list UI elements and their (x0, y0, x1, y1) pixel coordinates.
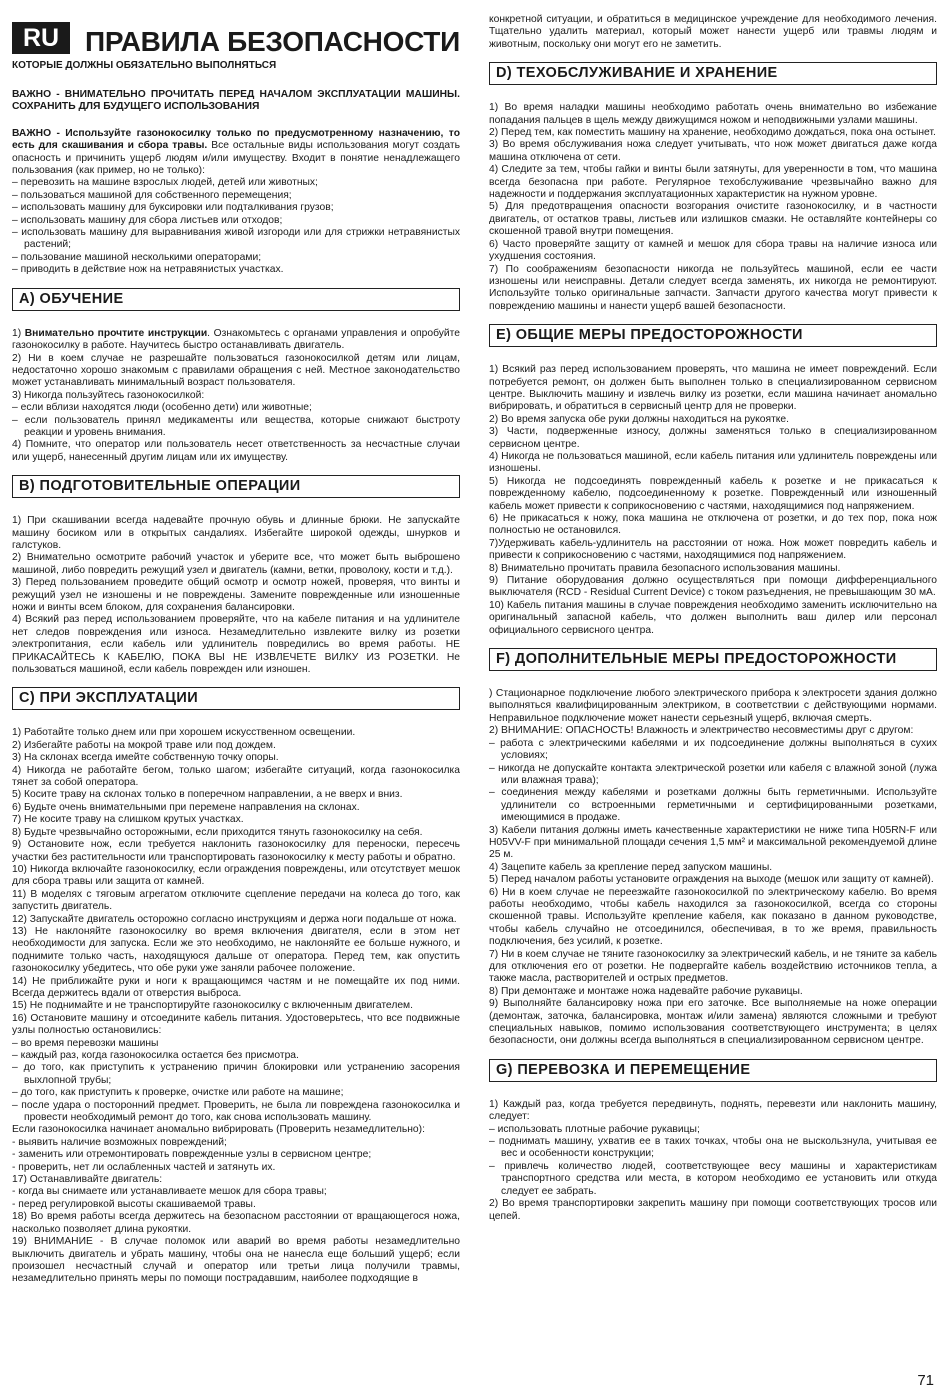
list-item: - заменить или отремонтировать поврежденные узлы в сервисном центре; (12, 1149, 372, 1161)
page-subtitle: КОТОРЫЕ ДОЛЖНЫ ОБЯЗАТЕЛЬНО ВЫПОЛНЯТЬСЯ (12, 60, 277, 71)
paragraph: 8) При демонтаже и монтаже ножа надевайте рабочие рукавицы. (489, 985, 803, 997)
item-text: . Ознакомьтесь с органами управления и опробуйте газонокосилку в работе. Научитесь быстро останавливать двигатель. (12, 327, 460, 352)
list-item: - перед регулировкой высоты скашиваемой травы. (12, 1198, 256, 1210)
list-item: - проверить, нет ли ослабленных частей и затянуть их. (12, 1161, 276, 1173)
right-column (489, 14, 937, 1223)
paragraph: 3) Перед пользованием проведите общий осмотр и осмотр ножей, проверяя, что винты и режущий узел не изношены и не повреждены. Замените поврежденные или изношенные ножи и винты всем блоком, для сохранения балансировки. (12, 577, 460, 613)
paragraph: 2) Избегайте работы на мокрой траве или под дождем. (12, 739, 276, 751)
intended-use-bold: ВАЖНО - Используйте газонокосилку только по предусмотренному назначению, то есть для скашивания и сбора травы. (12, 127, 460, 152)
misuse-list (12, 177, 460, 276)
section-c-heading: C) ПРИ ЭКСПЛУАТАЦИИ (12, 687, 460, 710)
list-item: – пользование машиной несколькими операторами; (12, 251, 262, 263)
paragraph: 8) Будьте чрезвычайно осторожными, если приходится тянуть газонокосилку на себя. (12, 826, 423, 838)
list-item: – после удара о посторонний предмет. Проверить, не была ли повреждена газонокосилка и провести необходимый ремонт до того, как снова использовать машину. (12, 1099, 460, 1124)
paragraph: 4) Всякий раз перед использованием проверяйте, что на кабеле питания и на удлинителе нет следов повреждения или износа. Незамедлительно извлеките вилку из розетки электропитания, если кабель или удлинитель повредились во время работы. НЕ ПРИКАСАЙТЕСЬ К КАБЕЛЮ, ПОКА ВЫ НЕ ИЗВЛЕЧЕТЕ ВИЛКУ ИЗ РОЗЕТКИ. Не пользоваться машиной, если кабель поврежден или изношен. (12, 614, 460, 676)
paragraph: 11) В моделях с тяговым агрегатом отключите сцепление передачи на колеса до того, как запустить двигатель. (12, 888, 460, 913)
paragraph: 4) Помните, что оператор или пользователь несет ответственность за несчастные случаи или ущерб, нанесенный другим лицам или их имуществу. (12, 439, 460, 463)
list-item: – использовать машину для буксировки или подталкивания грузов; (12, 202, 334, 214)
section-b-heading: B) ПОДГОТОВИТЕЛЬНЫЕ ОПЕРАЦИИ (12, 475, 460, 498)
paragraph: 2) Ни в коем случае не разрешайте пользоваться газонокосилкой детям или лицам, недостаточно хорошо знакомым с правилами обращения с ней. Местное законодательство может устанавливать минимальный возраст пользователя. (12, 352, 460, 389)
paragraph: 3) На склонах всегда имейте собственную точку опоры. (12, 752, 279, 764)
paragraph: 1) Работайте только днем или при хорошем искусственном освещении. (12, 727, 356, 739)
section-a-item-1 (12, 328, 460, 353)
list-item: – привлечь количество людей, соответствующее весу машины и характеристикам транспортного средства или места, в котором необходимо ее установить или откуда следует ее забрать. (489, 1160, 937, 1197)
paragraph: Если газонокосилка начинает аномально вибрировать (Проверить незамедлительно): (12, 1124, 425, 1136)
list-item: – соединения между кабелями и розетками должны быть герметичными. Используйте удлинители со встроенными герметичными и сертифицированными розетками, имеющимися в продаже. (489, 787, 937, 824)
section-c-continuation: конкретной ситуации, и обратиться в медицинское учреждение для необходимого лечения. Тщательно удалить материал, который может нанести ущерб или травмы людям и животным, поскольку они могут его не заметить. (489, 14, 937, 50)
paragraph: 2) Перед тем, как поместить машину на хранение, необходимо дождаться, пока она остынет. (489, 127, 936, 139)
list-item: – до того, как приступить к проверке, очистке или работе на машине; (12, 1087, 344, 1099)
list-item: - выявить наличие возможных повреждений; (12, 1136, 227, 1148)
list-item: – во время перевозки машины (12, 1037, 159, 1049)
paragraph: 4) Зацепите кабель за крепление перед запуском машины. (489, 861, 773, 873)
list-item: – перевозить на машине взрослых людей, детей или животных; (12, 177, 318, 189)
list-item: – каждый раз, когда газонокосилка остается без присмотра. (12, 1050, 299, 1061)
read-instructions-bold: Внимательно прочтите инструкции (24, 327, 208, 339)
paragraph: 10) Кабель питания машины в случае повреждения необходимо заменить исключительно на оригинальный запасной кабель, что должен выполнить ваш дилер или персонал официального сервисного центра. (489, 599, 937, 636)
paragraph: 7) Не косите траву на слишком крутых участках. (12, 814, 244, 826)
paragraph: 14) Не приближайте руки и ноги к вращающимся частям и не помещайте их под ними. Всегда держитесь вдали от отверстия выброса. (12, 975, 460, 999)
intended-use-text: Все остальные виды использования могут создать опасность и причинить ущерб людям и/или имуществу. Входит в понятие ненадлежащего пользования (как пример, но не только): (12, 140, 460, 177)
paragraph: 17) Останавливайте двигатель: (12, 1174, 163, 1186)
paragraph: 4) Следите за тем, чтобы гайки и винты были затянуты, для уверенности в том, что машина всегда безопасна при работе. Регулярное техобслуживание чрезвычайно важно для надежности и поддержания эксплуатационных характеристик на нужном уровне. (489, 164, 937, 201)
paragraph: 6) Ни в коем случае не переезжайте газонокосилкой по электрическому кабелю. Во время работы необходимо, чтобы кабель находился за газонокосилкой, всегда со стороны скошенной травы. Используйте крепление кабеля, как показано в данном руководстве, чтобы кабель случайно не отсоединился, обеспечивая, в то же время, правильность подключения, без усилий, к розетке. (489, 886, 937, 948)
paragraph: 9) Выполняйте балансировку ножа при его заточке. Все выполняемые на ноже операции (демонтаж, заточка, балансировка, монтаж и/или замена) являются сложными и требуют специальных навыков, помимо использования соответствующего инструмента; в целях безопасности, они должны всегда выполняться в специализированном сервисном центре. (489, 998, 937, 1047)
list-item: – если вблизи находятся люди (особенно дети) или животные; (12, 402, 312, 414)
important-notice: ВАЖНО - ВНИМАТЕЛЬНО ПРОЧИТАТЬ ПЕРЕД НАЧАЛОМ ЭКСПЛУАТАЦИИ МАШИНЫ. СОХРАНИТЬ ДЛЯ БУДУЩЕГО ИСПОЛЬЗОВАНИЯ (12, 89, 460, 113)
paragraph: 6) Не прикасаться к ножу, пока машина не отключена от розетки, и до тех пор, пока нож полностью не остановился. (489, 513, 937, 537)
paragraph: 3) Части, подверженные износу, должны заменяться только в специализированном сервисном центре. (489, 426, 937, 450)
page-header (12, 14, 460, 64)
paragraph: 5) Никогда не подсоединять поврежденный кабель к розетке и не прикасаться к поврежденному кабелю, подсоединенному к розетке. Поврежденный или изношенный кабель может привести к соприкосновению с частями, находящимися под напряжением. (489, 475, 937, 512)
paragraph: 5) Косите траву на склонах только в поперечном направлении, а не вверх и вниз. (12, 789, 403, 801)
paragraph: 5) Перед началом работы установите ограждения на выходе (мешок или защиту от камней). (489, 874, 934, 886)
paragraph: 7) Ни в коем случае не тяните газонокосилку за электрический кабель, и не тяните за кабель для отключения его от розетки. Не подвергайте кабель воздействию источников тепла, а также масла, растворителей и острых предметов. (489, 948, 937, 985)
list-item: – поднимать машину, ухватив ее в таких точках, чтобы она не выскользнула, учитывая ее вес и особенности конструкции; (489, 1136, 937, 1160)
paragraph: 15) Не поднимайте и не транспортируйте газонокосилку с включенным двигателем. (12, 1000, 413, 1012)
list-item: - когда вы снимаете или устанавливаете мешок для сбора травы; (12, 1186, 327, 1198)
section-f-heading: F) ДОПОЛНИТЕЛЬНЫЕ МЕРЫ ПРЕДОСТОРОЖНОСТИ (489, 648, 937, 671)
paragraph: 4) Никогда не работайте бегом, только шагом; избегайте ситуаций, когда газонокосилка тянет за собой оператора. (12, 764, 460, 789)
section-a-heading: A) ОБУЧЕНИЕ (12, 288, 460, 311)
section-g-heading: G) ПЕРЕВОЗКА И ПЕРЕМЕЩЕНИЕ (489, 1059, 937, 1082)
section-d-heading: D) ТЕХОБСЛУЖИВАНИЕ И ХРАНЕНИЕ (489, 62, 937, 85)
paragraph: 10) Никогда включайте газонокосилку, если ограждения повреждены, или отсутствует мешок для сбора травы или защита от камней. (12, 863, 460, 888)
paragraph: 1) При скашивании всегда надевайте прочную обувь и длинные брюки. Не запускайте машину босиком или в открытых сандалиях. Избегайте широкой одежды, шнурков и галстуков. (12, 515, 460, 551)
list-item: – до того, как приступить к устранению причин блокировки или устранению засорения выхлопной трубы; (12, 1062, 460, 1086)
paragraph: 9) Питание оборудования должно осуществляться при помощи дифференциального выключателя (RCD - Residual Current Device) с током разъеднения, не превышающим 30 мА. (489, 575, 937, 599)
paragraph: 2) ВНИМАНИЕ: ОПАСНОСТЬ! Влажность и электричество несовместимы друг с другом: (489, 725, 914, 737)
list-item: – приводить в действие нож на нетравянистых участках. (12, 264, 284, 276)
paragraph: ) Стационарное подключение любого электрического прибора к электросети здания должно выполняться квалифицированным электриком, в соответствии с действующими нормами. Неправильное подключение может нанести серьезный ущерб, включая смерть. (489, 688, 937, 724)
paragraph: 1) Каждый раз, когда требуется передвинуть, поднять, перевезти или наклонить машину, следует: (489, 1098, 937, 1123)
paragraph: 2) Во время запуска обе руки должны находиться на рукоятке. (489, 413, 790, 425)
list-item: – использовать машину для выравнивания живой изгороди или для стрижки нетравянистых растений; (12, 227, 460, 251)
page-number: 71 (917, 1372, 934, 1389)
list-item: – если пользователь принял медикаменты или вещества, которые снижают быстроту реакции и уровень внимания. (12, 414, 460, 438)
item-number: 1) (12, 327, 25, 339)
paragraph: 16) Остановите машину и отсоедините кабель питания. Удостоверьтесь, что все подвижные узлы полностью остановились: (12, 1012, 460, 1037)
paragraph: 3) Кабели питания должны иметь качественные характеристики не ниже типа H05RN-F или H05VV-F при минимальной площади сечения 1,5 мм² и максимальной рекомендуемой длине 25 м. (489, 824, 937, 861)
section-e-heading: E) ОБЩИЕ МЕРЫ ПРЕДОСТОРОЖНОСТИ (489, 324, 937, 347)
paragraph: 18) Во время работы всегда держитесь на безопасном расстоянии от вращающегося ножа, насколько позволяет длина рукоятки. (12, 1211, 460, 1235)
paragraph: 2) Во время транспортировки закрепить машину при помощи соответствующих тросов или цепей. (489, 1198, 937, 1222)
left-column (12, 14, 460, 1286)
paragraph: 7) По соображениям безопасности никогда не пользуйтесь машиной, если ее части изношены или неисправны. Детали следует всегда заменять, их никогда не ремонтируют. Используйте только оригинальные запчасти. Запчасти другого качества могут привести к повреждению машины и нанести ущерб вашей безопасности. (489, 263, 937, 312)
list-item: – работа с электрическими кабелями и их подсоединение должны выполняться в сухих условиях; (489, 737, 937, 762)
section-c-body (12, 727, 460, 1285)
paragraph: 12) Запускайте двигатель осторожно согласно инструкциям и держа ноги подальше от ножа. (12, 913, 457, 925)
paragraph: 19) ВНИМАНИЕ - В случае поломок или аварий во время работы незамедлительно выключить двигатель и убрать машину, чтобы она не нанесла еще больший ущерб; если произошел несчастный случай и оператор или третьи лица получили травмы, незамедлительно принять меры по помощи пострадавшим, наиболее подходящие в (12, 1236, 460, 1285)
list-item: – пользоваться машиной для собственного перемещения; (12, 189, 292, 201)
page-title: ПРАВИЛА БЕЗОПАСНОСТИ (85, 26, 460, 57)
paragraph: 2) Внимательно осмотрите рабочий участок и уберите все, что может быть выброшено машиной, либо повредить режущий узел и двигатель (камни, ветки, проволоку, кости и т.д.). (12, 552, 460, 576)
paragraph: 7)Удерживать кабель-удлинитель на расстоянии от ножа. Нож может повредить кабель и привести к соприкосновению с частями, находящимися под напряжением. (489, 537, 937, 562)
list-item: – никогда не допускайте контакта электрической розетки или кабеля с влажной зоной (лужа или влажная трава); (489, 762, 937, 786)
paragraph: 6) Часто проверяйте защиту от камней и мешок для сбора травы на наличие износа или ухудшения состояния. (489, 238, 937, 263)
paragraph: 6) Будьте очень внимательными при перемене направления на склонах. (12, 801, 360, 813)
paragraph: 3) Никогда пользуйтесь газонокосилкой: (12, 389, 205, 401)
paragraph: 5) Для предотвращения опасности возгорания очистите газонокосилку, и в частности двигатель, от остатков травы, листьев или излишков смазки. Не оставляйте контейнеры со скошенной травой внутри помещения. (489, 201, 937, 238)
paragraph: 13) Не наклоняйте газонокосилку во время включения двигателя, если в этом нет необходимости для запуска. Если же это необходимо, не наклоняйте ее больше нужного, и поднимите только часть, находящуюся дальше от оператора. Перед тем, как опустить газонокосилку убедитесь, что обе руки уже заняли рабочее положение. (12, 925, 460, 975)
paragraph: 1) Всякий раз перед использованием проверять, что машина не имеет повреждений. Если потребуется ремонт, он должен быть выполнен только в специализированном сервисном центре. Выключить машину и извлечь вилку из розетки, если машина начинает аномально вибрировать, и обратиться в сервисный центр для не проверки. (489, 364, 937, 413)
paragraph: 8) Внимательно прочитать правила безопасного использования машины. (489, 562, 841, 574)
paragraph: 1) Во время наладки машины необходимо работать очень внимательно во избежание попадания пальцев в щель между движущимся ножом и неподвижными узлами машины. (489, 102, 937, 126)
list-item: – использовать плотные рабочие рукавицы; (489, 1123, 700, 1135)
list-item: – использовать машину для сбора листьев или отходов; (12, 214, 283, 226)
paragraph: 3) Во время обслуживания ножа следует учитывать, что нож может двигаться даже когда машина отключена от сети. (489, 139, 937, 163)
paragraph: 9) Остановите нож, если требуется наклонить газонокосилку для переноски, пересечь участки без растительности или транспортировать газонокосилку к месту работы и обратно. (12, 839, 460, 863)
language-badge: RU (12, 22, 70, 54)
intended-use-notice (12, 128, 460, 178)
paragraph: 4) Никогда не пользоваться машиной, если кабель питания или удлинитель повреждены или изношены. (489, 450, 937, 475)
